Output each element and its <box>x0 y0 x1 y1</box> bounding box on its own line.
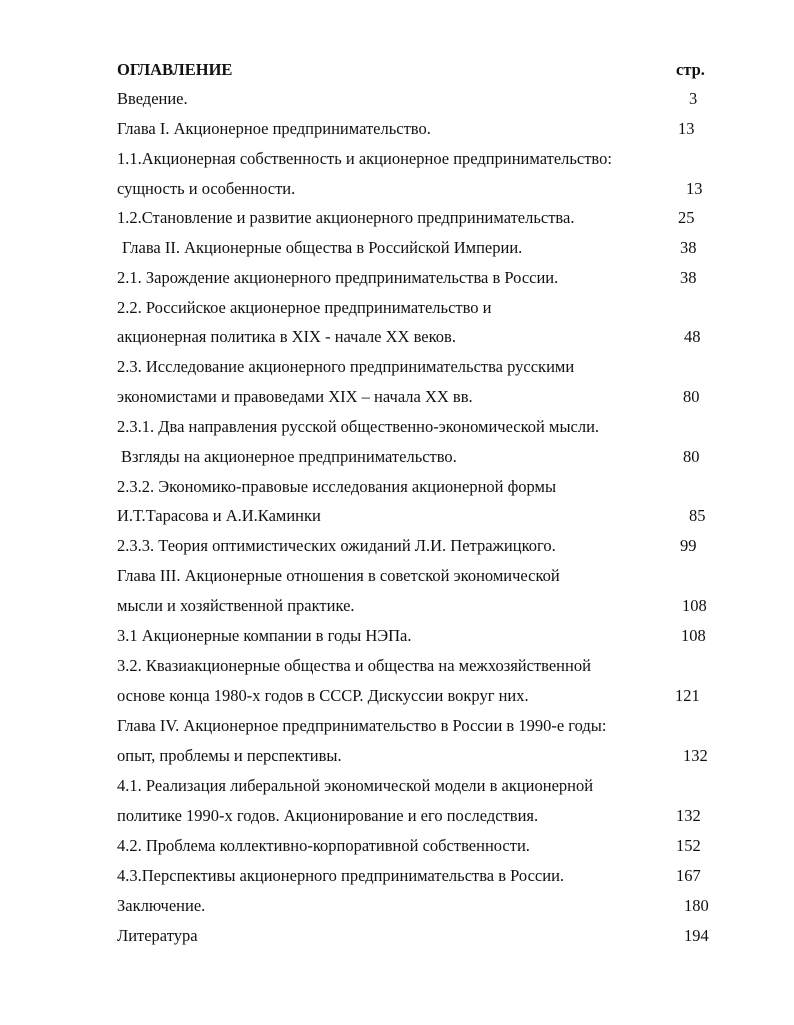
toc-entry <box>0 382 794 412</box>
toc-entry-text: 4.3.Перспективы акционерного предпринимательства в России. <box>117 866 565 885</box>
toc-entry-page: 38 <box>680 238 697 257</box>
toc-entry-page: 132 <box>683 746 708 765</box>
toc-entry <box>0 412 794 442</box>
toc-entry <box>0 741 794 771</box>
toc-entry-text: Введение. <box>117 89 188 108</box>
toc-entry-text: 2.3.3. Теория оптимистических ожиданий Л.И. Петражицкого. <box>117 536 556 555</box>
toc-entry-text: Взгляды на акционерное предпринимательство. <box>121 447 457 466</box>
toc-entry-page: 121 <box>675 686 700 705</box>
toc-entry <box>0 591 794 621</box>
toc-entry-text: 2.3. Исследование акционерного предпринимательства русскими <box>117 357 575 376</box>
toc-header <box>0 55 794 85</box>
toc-entry-text: политике 1990-х годов. Акционирование и его последствия. <box>117 806 539 825</box>
toc-entry-text: И.Т.Тарасова и А.И.Каминки <box>117 506 321 525</box>
toc-entry-text: основе конца 1980-х годов в СССР. Дискуссии вокруг них. <box>117 686 529 705</box>
toc-entry <box>0 472 794 502</box>
toc-entry <box>0 442 794 472</box>
toc-entry-page: 25 <box>678 208 695 227</box>
toc-entry <box>0 352 794 382</box>
toc-entry <box>0 174 794 204</box>
toc-entry-page: 132 <box>676 806 701 825</box>
toc-entry-page: 48 <box>684 327 701 346</box>
toc-entry <box>0 263 794 293</box>
toc-entry-page: 108 <box>681 626 706 645</box>
toc-entry-page: 13 <box>678 119 695 138</box>
toc-title: ОГЛАВЛЕНИЕ <box>117 60 233 79</box>
toc-entry-text: Заключение. <box>117 896 206 915</box>
toc-entry <box>0 531 794 561</box>
toc-entry-page: 194 <box>684 926 709 945</box>
toc-entry-text: экономистами и правоведами XIX – начала XX вв. <box>117 387 473 406</box>
toc-entry <box>0 114 794 144</box>
toc-entry <box>0 651 794 681</box>
toc-entry <box>0 621 794 651</box>
toc-entry <box>0 801 794 831</box>
toc-entry-text: Глава I. Акционерное предпринимательство. <box>117 119 431 138</box>
toc-entry <box>0 861 794 891</box>
toc-entry <box>0 84 794 114</box>
toc-entry-text: Глава II. Акционерные общества в Российской Империи. <box>122 238 523 257</box>
toc-entry-text: 2.3.1. Два направления русской общественно-экономической мысли. <box>117 417 600 436</box>
toc-entry <box>0 144 794 174</box>
toc-entry-text: 2.3.2. Экономико-правовые исследования акционерной формы <box>117 477 557 496</box>
toc-entry-text: 4.2. Проблема коллективно-корпоративной собственности. <box>117 836 530 855</box>
toc-entry-text: 3.2. Квазиакционерные общества и общества на межхозяйственной <box>117 656 591 675</box>
toc-entry-text: 1.1.Акционерная собственность и акционерное предпринимательство: <box>117 149 612 168</box>
toc-entry-page: 167 <box>676 866 701 885</box>
toc-entry-text: опыт, проблемы и перспективы. <box>117 746 342 765</box>
toc-entry-text: 1.2.Становление и развитие акционерного предпринимательства. <box>117 208 575 227</box>
toc-entry <box>0 921 794 951</box>
toc-entry <box>0 891 794 921</box>
toc-entry-text: 2.2. Российское акционерное предпринимательство и <box>117 298 492 317</box>
toc-entry <box>0 711 794 741</box>
toc-entry-page: 13 <box>686 179 703 198</box>
toc-entry-page: 80 <box>683 387 700 406</box>
toc-entry-text: Глава IV. Акционерное предпринимательство в России в 1990-е годы: <box>117 716 607 735</box>
toc-entry <box>0 293 794 323</box>
toc-entry <box>0 322 794 352</box>
toc-entry <box>0 561 794 591</box>
toc-entry-page: 38 <box>680 268 697 287</box>
toc-entry-page: 80 <box>683 447 700 466</box>
toc-entry-text: 4.1. Реализация либеральной экономической модели в акционерной <box>117 776 594 795</box>
toc-entry-page: 99 <box>680 536 697 555</box>
toc-entry-text: сущность и особенности. <box>117 179 296 198</box>
toc-entry-text: 2.1. Зарождение акционерного предпринимательства в России. <box>117 268 559 287</box>
toc-entry-text: 3.1 Акционерные компании в годы НЭПа. <box>117 626 412 645</box>
toc-entry-page: 180 <box>684 896 709 915</box>
toc-entry <box>0 203 794 233</box>
page-column-label: стр. <box>676 60 705 79</box>
toc-entry-page: 152 <box>676 836 701 855</box>
toc-entry-page: 3 <box>689 89 698 108</box>
toc-entry <box>0 831 794 861</box>
toc-entry <box>0 771 794 801</box>
toc-entry <box>0 501 794 531</box>
toc-entry <box>0 233 794 263</box>
toc-entry-page: 108 <box>682 596 707 615</box>
toc-entry-text: мысли и хозяйственной практике. <box>117 596 355 615</box>
toc-entry-text: Глава III. Акционерные отношения в советской экономической <box>117 566 560 585</box>
toc-entry-text: Литература <box>117 926 198 945</box>
toc-entry <box>0 681 794 711</box>
toc-entry-text: акционерная политика в XIX - начале XX веков. <box>117 327 456 346</box>
toc-entry-page: 85 <box>689 506 706 525</box>
